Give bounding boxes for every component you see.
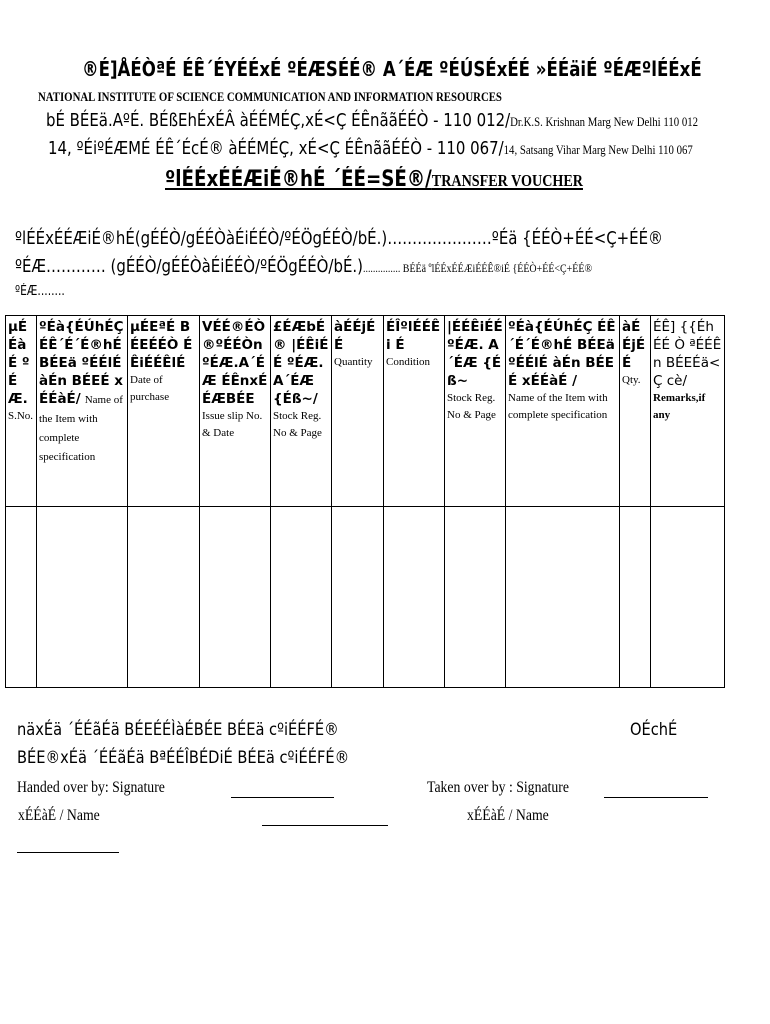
col-header-condition: ÉÎºlÉÉÊi É Condition (384, 316, 445, 507)
col-header-item-name-2: ºÉà{ÉÚhÉÇ ÉÊ ´É´É®hÉ BÉEä ºÉÉlÉ àÉn BÉEÉ xÉÉàÉ / Name of the Item with complete specification (506, 316, 620, 507)
col-header-issue-slip: VÉÉ®ÉÒ ®ºÉÉÒn ºÉÆ.A´ÉÆ ÉÊnxÉÉÆBÉE Issue slip No. & Date (200, 316, 271, 507)
name-label-left: xÉÉàÉ / Name (18, 807, 100, 824)
col-header-remarks: ÉÊ] {{ÉhÉÉ Ò ªÉÉÊn BÉEÉä< Ç cè/ Remarks,if any (651, 316, 725, 507)
col-header-item-name: ºÉà{ÉÚhÉÇ ÉÊ´É´É®hÉ BÉEä ºÉÉlÉ àÉn BÉEÉ xÉÉàÉ/ Name of the Item with complete specification (37, 316, 128, 507)
col-header-sno: µÉ Éà É ºÉ Æ. S.No. (6, 316, 37, 507)
cell-issue-slip[interactable] (200, 507, 271, 688)
address-1-english: Dr.K.S. Krishnan Marg New Delhi 110 012 (510, 114, 699, 129)
name-line-right[interactable] (17, 852, 119, 853)
col-header-quantity: àÉÉjÉ É Quantity (332, 316, 384, 507)
institute-name: NATIONAL INSTITUTE OF SCIENCE COMMUNICATION AND INFORMATION RESOURCES (38, 89, 502, 104)
cell-qty[interactable] (620, 507, 651, 688)
col-header-stock-reg: £ÉÆbÉ® |ÉÊiÉÉ ºÉÆ. A´ÉÆ {Éß~/ Stock Reg. No & Page (271, 316, 332, 507)
taken-over-signature-line[interactable] (604, 797, 708, 798)
table-header-row (6, 316, 725, 507)
name-label-right: xÉÉàÉ / Name (467, 807, 549, 824)
handed-over-signature-line[interactable] (231, 797, 334, 798)
cell-date-of-purchase[interactable] (128, 507, 200, 688)
address-line-1 (46, 110, 698, 131)
institute-title-hindi: ®É]ÅÉÒªÉ ÉÊ´ÉYÉÉxÉ ºÉÆSÉÉ® A´ÉÆ ºÉÚSÉxÉÉ »ÉÉäiÉ ºÉÆºlÉÉxÉ (82, 57, 702, 81)
taken-over-label: Taken over by : Signature (427, 779, 569, 796)
cell-remarks[interactable] (651, 507, 725, 688)
col-header-stock-reg-2: |ÉÉÊiÉÉ ºÉÆ. A ´ÉÆ {Éß~ Stock Reg. No & Page (445, 316, 506, 507)
address-1-hindi: bÉ BÉEä.AºÉ. BÉßEhÉxÉÂ àÉÉMÉÇ,xÉ<Ç ÉÊnããÉÉÒ - 110 012/ (46, 110, 511, 131)
cell-sno[interactable] (6, 507, 37, 688)
handed-over-hindi: näxÉä ´ÉÉãÉä BÉEÉÉÌàÉBÉE BÉEä cºiÉÉFÉ® (17, 720, 339, 740)
handed-over-label: Handed over by: Signature (17, 779, 165, 796)
col-header-date-of-purchase: µÉEªÉ BÉEÉÉÒ ÉÊiÉÉÊlÉ Date of purchase (128, 316, 200, 507)
address-2-english: 14, Satsang Vihar Marg New Delhi 110 067 (503, 142, 693, 157)
transfer-to-tail: ............... BÉÉä ºlÉÉxÉÉÆiÉÉÊ®iÉ {ÉÉÒ+ÉÉ<Ç+ÉÉ® (362, 261, 593, 275)
cell-item-name-2[interactable] (506, 507, 620, 688)
address-2-hindi: 14, ºÉiºÉÆMÉ ÉÊ´ÉcÉ® àÉÉMÉÇ, xÉ<Ç ÉÊnããÉÉÒ - 110 067/ (48, 138, 504, 159)
col-header-qty: àÉ ÉjÉ É Qty. (620, 316, 651, 507)
transfer-to-line (15, 256, 592, 277)
voucher-title-english: TRANSFER VOUCHER (431, 171, 583, 190)
name-line-left[interactable] (262, 825, 388, 826)
cell-condition[interactable] (384, 507, 445, 688)
voucher-title (165, 166, 583, 192)
table-row (6, 507, 725, 688)
received-hindi: OÉchÉ (630, 720, 678, 740)
transfer-from-line: ºlÉÉxÉÉÆiÉ®hÉ(gÉÉÒ/gÉÉÒàÉiÉÉÒ/ºÉÖgÉÉÒ/bÉ.)…………………ºÉä {ÉÉÒ+ÉÉ<Ç+ÉÉ® (15, 228, 663, 249)
address-line-2 (48, 138, 693, 159)
cell-stock-reg[interactable] (271, 507, 332, 688)
transfer-to-main: ºÉÆ………… (gÉÉÒ/gÉÉÒàÉiÉÉÒ/ºÉÖgÉÉÒ/bÉ.) (15, 256, 363, 277)
cell-stock-reg-2[interactable] (445, 507, 506, 688)
taken-over-hindi: BÉE®xÉä ´ÉÉãÉä BªÉÉÎBÉDiÉ BÉEä cºiÉÉFÉ® (17, 748, 350, 768)
voucher-title-hindi: ºlÉÉxÉÉÆiÉ®hÉ ´ÉÉ=SÉ®/ (165, 167, 432, 192)
cell-item-name[interactable] (37, 507, 128, 688)
items-table (5, 315, 725, 688)
cell-quantity[interactable] (332, 507, 384, 688)
transfer-number-line: ºÉÆ........ (15, 284, 65, 299)
